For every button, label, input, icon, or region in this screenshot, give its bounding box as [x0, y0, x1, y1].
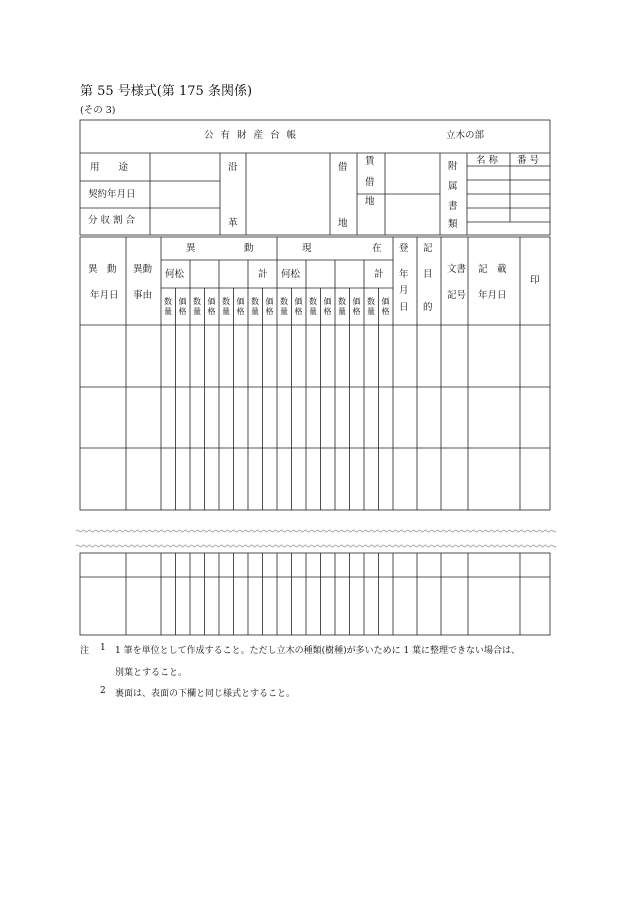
- use-label: 用 途: [90, 162, 129, 173]
- change-group-char-1: 異: [186, 243, 196, 254]
- lease-char-1: 賃: [365, 156, 375, 167]
- entry-date-label-1: 記 載: [478, 264, 507, 275]
- change-date-label-2: 年月日: [90, 290, 119, 301]
- seal-label: 印: [530, 275, 540, 286]
- registration-year-label: 年: [399, 269, 409, 280]
- quantity-header-char: 量: [309, 307, 317, 316]
- price-header-char: 格: [323, 307, 332, 316]
- note-1-line-2: 別葉とすること。: [115, 668, 188, 678]
- price-header-char: 価: [207, 297, 216, 306]
- attached-docs-char-4: 類: [448, 219, 458, 230]
- doc-number-label-1: 文書: [447, 264, 467, 275]
- quantity-header-char: 数: [193, 297, 201, 306]
- registration-day-label: 日: [399, 302, 409, 313]
- price-header-char: 格: [236, 307, 245, 316]
- quantity-header-char: 量: [164, 307, 172, 316]
- quantity-header-char: 量: [338, 307, 346, 316]
- ledger-title: 公 有 財 産 台 帳: [204, 130, 299, 141]
- change-reason-label-2: 事由: [133, 290, 153, 301]
- price-header-char: 価: [294, 297, 303, 306]
- current-group-char-2: 在: [372, 243, 382, 254]
- registration-purpose-char-2: 的: [423, 302, 433, 313]
- price-header-char: 格: [294, 307, 303, 316]
- registration-month-label: 月: [399, 285, 409, 296]
- current-species-label: 何松: [281, 269, 301, 280]
- leased-land-label-top: 借: [338, 162, 348, 173]
- quantity-header-char: 量: [251, 307, 259, 316]
- registration-char-2: 記: [423, 243, 433, 254]
- history-label-top: 沿: [228, 162, 238, 173]
- name-header: 名 称: [476, 155, 499, 166]
- note-1-number: 1: [100, 643, 106, 653]
- quantity-header-char: 量: [280, 307, 288, 316]
- doc-number-label-2: 記号: [447, 290, 467, 301]
- quantity-header-char: 数: [164, 297, 172, 306]
- attached-docs-char-1: 附: [448, 161, 458, 172]
- registration-char-1: 登: [399, 243, 409, 254]
- quantity-header-char: 数: [222, 297, 230, 306]
- note-2-text: 裏面は、表面の下欄と同じ様式とすること。: [115, 689, 296, 699]
- quantity-header-char: 量: [222, 307, 230, 316]
- contract-date-label: 契約年月日: [88, 189, 136, 200]
- form-number: 第 55 号様式(第 175 条関係): [80, 84, 253, 99]
- price-header-char: 価: [178, 297, 187, 306]
- quantity-header-char: 数: [251, 297, 259, 306]
- quantity-header-char: 量: [367, 307, 375, 316]
- current-total-label: 計: [374, 269, 384, 280]
- lease-char-2: 借: [365, 177, 375, 188]
- history-label-bottom: 革: [228, 218, 238, 229]
- price-header-char: 価: [381, 297, 390, 306]
- price-header-char: 格: [381, 307, 390, 316]
- number-header: 番 号: [517, 155, 540, 166]
- price-header-char: 格: [265, 307, 274, 316]
- quantity-header-char: 数: [280, 297, 288, 306]
- change-total-label: 計: [258, 269, 268, 280]
- price-header-char: 格: [178, 307, 187, 316]
- attached-docs-char-3: 書: [448, 201, 458, 212]
- quantity-header-char: 数: [309, 297, 317, 306]
- notes-label: 注: [80, 646, 90, 656]
- price-header-char: 価: [265, 297, 274, 306]
- quantity-header-char: 量: [193, 307, 201, 316]
- section-label: 立木の部: [446, 130, 485, 141]
- share-ratio-label: 分 収 割 合: [88, 215, 136, 226]
- price-header-char: 価: [323, 297, 332, 306]
- price-header-char: 格: [207, 307, 216, 316]
- change-species-label: 何松: [165, 269, 185, 280]
- change-group-char-2: 動: [244, 243, 254, 254]
- price-header-char: 価: [352, 297, 361, 306]
- change-reason-label-1: 異動: [133, 264, 153, 275]
- current-group-char-1: 現: [302, 243, 312, 254]
- change-date-label-1: 異 動: [88, 264, 117, 275]
- leased-land-label-bottom: 地: [338, 218, 348, 229]
- entry-date-label-2: 年月日: [478, 290, 507, 301]
- form-part: (その 3): [80, 105, 116, 116]
- price-header-char: 価: [236, 297, 245, 306]
- registration-purpose-char-1: 目: [423, 269, 433, 280]
- price-header-char: 格: [352, 307, 361, 316]
- quantity-header-char: 数: [367, 297, 375, 306]
- attached-docs-char-2: 属: [448, 181, 458, 192]
- note-1-line-1: 1 筆を単位として作成すること。ただし立木の種類(樹種)が多いために 1 葉に整理できない場合は、: [115, 646, 521, 656]
- lease-char-3: 地: [365, 196, 375, 207]
- quantity-header-char: 数: [338, 297, 346, 306]
- note-2-number: 2: [100, 686, 106, 696]
